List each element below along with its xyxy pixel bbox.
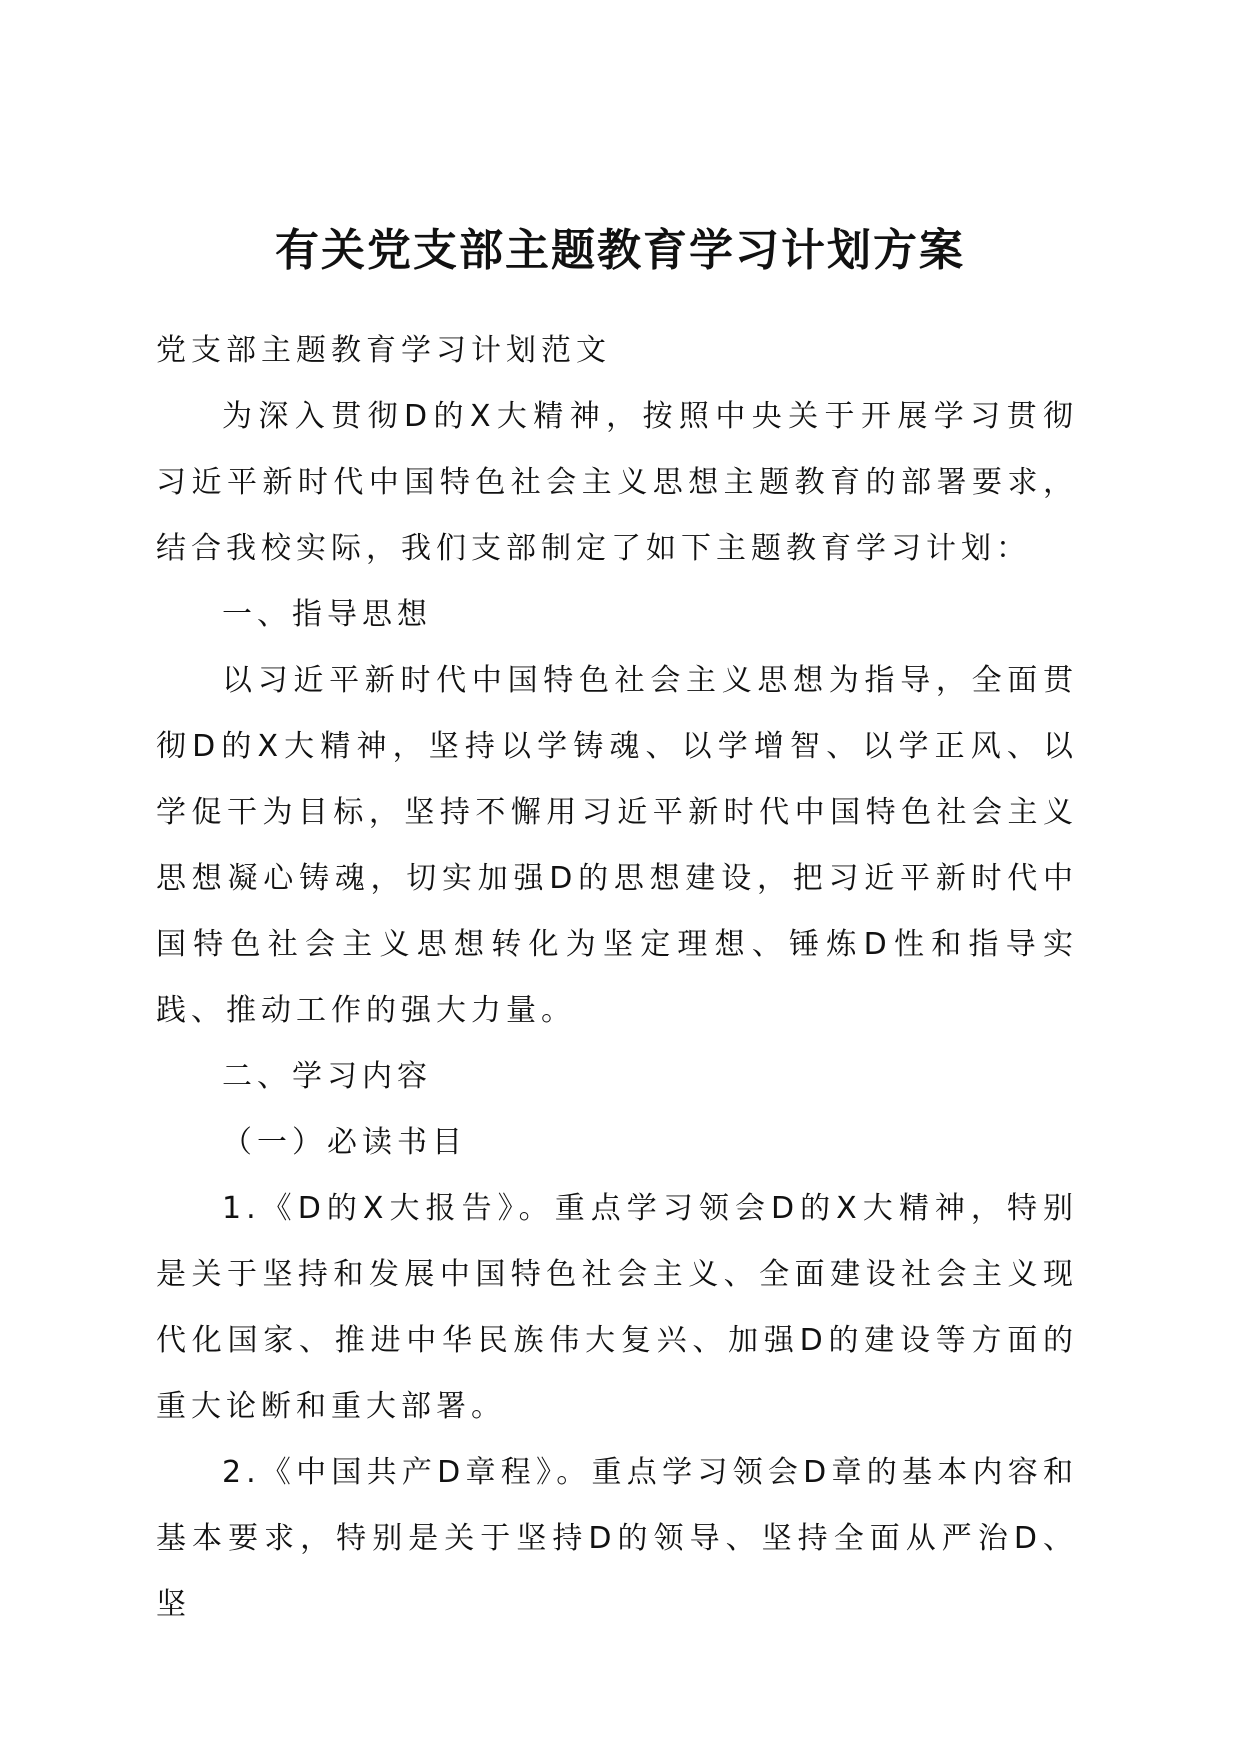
list-item-constitution: 2.《中国共产D章程》。重点学习领会D章的基本内容和基本要求，特别是关于坚持D的领导、坚持全面从严治D、坚 [156,1455,1078,1622]
document-title: 有关党支部主题教育学习计划方案 [275,225,965,276]
paragraph-guiding-thought: 以习近平新时代中国特色社会主义思想为指导，全面贯彻D的X大精神，坚持以学铸魂、以学增智、以学正风、以学促干为目标，坚持不懈用习近平新时代中国特色社会主义思想凝心铸魂，切实加强D的思想建设，把习近平新时代中国特色社会主义思想转化为坚定理想、锤炼D性和指导实践、推动工作的强大力量。 [156,663,1078,1028]
document-body [156,318,1078,1638]
subsection-heading-required-reading: （一）必读书目 [222,1125,467,1160]
section-heading-study-content: 二、学习内容 [222,1059,432,1094]
paragraph-intro: 为深入贯彻D的X大精神，按照中央关于开展学习贯彻习近平新时代中国特色社会主义思想主题教育的部署要求，结合我校实际，我们支部制定了如下主题教育学习计划： [156,399,1078,566]
section-heading-guiding-thought: 一、指导思想 [222,597,432,632]
document-subtitle: 党支部主题教育学习计划范文 [156,333,611,368]
list-item-report: 1.《D的X大报告》。重点学习领会D的X大精神，特别是关于坚持和发展中国特色社会主义、全面建设社会主义现代化国家、推进中华民族伟大复兴、加强D的建设等方面的重大论断和重大部署。 [156,1191,1078,1424]
